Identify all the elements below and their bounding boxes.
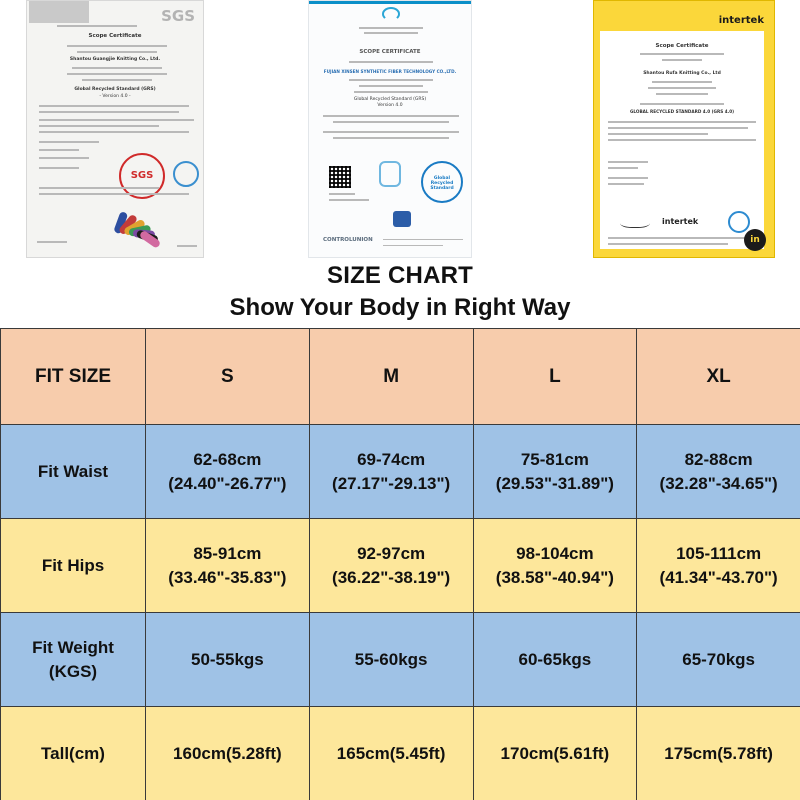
- row-label: Tall(cm): [1, 707, 146, 800]
- header-size-l: L: [473, 329, 637, 425]
- table-cell: 55-60kgs: [309, 613, 473, 707]
- header-size-s: S: [146, 329, 310, 425]
- cu-cert-title: SCOPE CERTIFICATE: [359, 49, 421, 55]
- table-cell: 60-65kgs: [473, 613, 637, 707]
- table-cell: 82-88cm (32.28"-34.65"): [637, 425, 800, 519]
- sgs-standard: Global Recycled Standard (GRS): [74, 87, 156, 92]
- table-cell: 65-70kgs: [637, 613, 800, 707]
- table-cell: 69-74cm (27.17"-29.13"): [309, 425, 473, 519]
- control-union-logo-icon: [382, 7, 400, 21]
- sgs-company: Shantou Guangjie Knitting Co., Ltd.: [69, 57, 161, 62]
- table-row-hips: [1, 519, 800, 613]
- slab-logo-icon: [393, 211, 411, 227]
- table-cell: 105-111cm (41.34"-43.70"): [637, 519, 800, 613]
- sgs-banner: [29, 1, 89, 23]
- intertek-logo: intertek: [718, 15, 764, 26]
- sgs-cert-title: Scope Certificate: [88, 33, 142, 39]
- table-cell: 165cm(5.45ft): [309, 707, 473, 800]
- table-cell: 50-55kgs: [146, 613, 310, 707]
- table-row-tall: [1, 707, 800, 800]
- cu-company: FUJIAN XINSEN SYNTHETIC FIBER TECHNOLOGY CO.,LTD.: [323, 69, 457, 74]
- cu-version: Version 4.0: [377, 103, 403, 108]
- itk-company: Shantou Rufa Knitting Co., Ltd: [643, 71, 721, 76]
- table-cell: 75-81cm (29.53"-31.89"): [473, 425, 637, 519]
- qr-code-icon: [329, 166, 351, 188]
- row-label: Fit Waist: [1, 425, 146, 519]
- control-union-certificate-image: [308, 0, 472, 258]
- sgs-logo: SGS: [161, 7, 195, 25]
- grs-badge-icon: [728, 211, 750, 233]
- size-chart-subtitle: Show Your Body in Right Way: [229, 294, 571, 321]
- table-cell: 92-97cm (36.22"-38.19"): [309, 519, 473, 613]
- sgs-seal-icon: SGS: [119, 153, 165, 199]
- table-header-row: [1, 329, 800, 425]
- cu-standard: Global Recycled Standard (GRS): [353, 97, 427, 102]
- intertek-certificate-image: [593, 0, 775, 258]
- table-cell: 160cm(5.28ft): [146, 707, 310, 800]
- row-label: Fit Weight (KGS): [1, 613, 146, 707]
- cu-footer-logo: CONTROLUNION: [323, 237, 373, 243]
- sgs-certificate-image: [26, 0, 204, 258]
- signature-icon: [620, 216, 650, 228]
- certificate-strip: [0, 0, 800, 258]
- header-fit-size: FIT SIZE: [1, 329, 146, 425]
- table-cell: 175cm(5.78ft): [637, 707, 800, 800]
- fabric-swatch-fan-icon: [87, 201, 204, 237]
- intertek-brand-mark: intertek: [662, 217, 699, 226]
- header-size-m: M: [309, 329, 473, 425]
- header-size-xl: XL: [637, 329, 800, 425]
- table-cell: 98-104cm (38.58"-40.94"): [473, 519, 637, 613]
- row-label: Fit Hips: [1, 519, 146, 613]
- intertek-corner-mark-icon: in: [744, 229, 766, 251]
- itk-standard: GLOBAL RECYCLED STANDARD 4.0 (GRS 4.0): [629, 109, 735, 114]
- sgs-version: - Version 4.0 -: [99, 94, 131, 99]
- intertek-sheet: [600, 31, 764, 249]
- table-cell: 170cm(5.61ft): [473, 707, 637, 800]
- size-chart-title: SIZE CHART: [327, 262, 473, 289]
- table-cell: 85-91cm (33.46"-35.83"): [146, 519, 310, 613]
- grs-badge-icon: [173, 161, 199, 187]
- certification-seal-icon: [379, 161, 401, 187]
- table-row-waist: [1, 425, 800, 519]
- table-cell: 62-68cm (24.40"-26.77"): [146, 425, 310, 519]
- table-row-weight: [1, 613, 800, 707]
- itk-cert-title: Scope Certificate: [655, 43, 709, 49]
- grs-badge-icon: Global Recycled Standard: [421, 161, 463, 203]
- size-chart-table: [0, 328, 800, 800]
